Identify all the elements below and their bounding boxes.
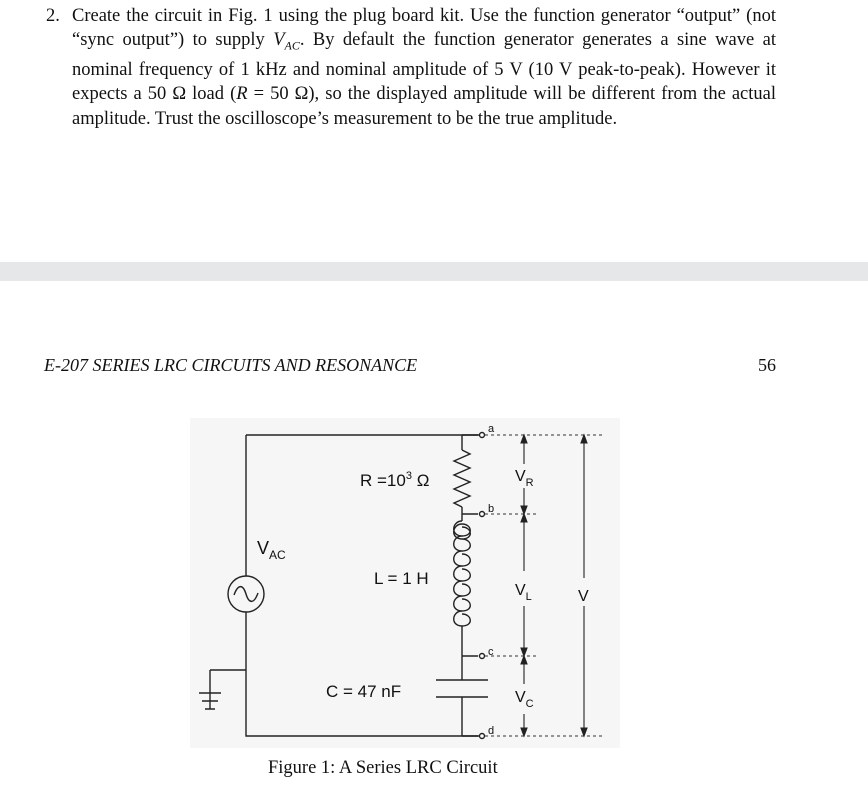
vr-label: $V_R$ [515, 468, 534, 489]
resistor-icon [454, 450, 470, 507]
ground-icon [199, 670, 246, 709]
problem-text-part-3: = 50 Ω), so the displayed amplitude will be different from the actual amplitude. Trust the oscilloscope’s measurement to be the true amplitude. [72, 84, 776, 129]
node-d-label: d [488, 725, 495, 737]
node-d-terminal [480, 734, 485, 739]
circuit-figure [190, 418, 620, 748]
vl-label: $V_L$ [515, 582, 532, 603]
figure-caption: Figure 1: A Series LRC Circuit [268, 758, 498, 778]
node-b-terminal [480, 512, 485, 517]
node-c-label: c [488, 646, 494, 658]
problem-text [72, 4, 776, 131]
vc-label: $V_C$ [515, 689, 534, 710]
node-c-terminal [480, 654, 485, 659]
chapter-title: E-207 SERIES LRC CIRCUITS AND RESONANCE [44, 355, 418, 375]
vac-symbol: $V_{AC}$ [273, 30, 300, 53]
capacitor-label: C = 47 nF [326, 682, 402, 701]
inductor-icon [454, 521, 471, 626]
r-symbol: R [236, 84, 248, 105]
page-separator [0, 262, 868, 281]
resistor-label: $R =10^3$ Ω [360, 470, 430, 490]
problem-text-part-2: . By default the function generator generates a sine wave at nominal frequency of 1 kHz and nominal amplitude of 5 V (10 V peak-to-peak). However it expects a 50 Ω load ( [72, 30, 776, 105]
circuit-diagram [190, 418, 620, 748]
vac-label: $V_{AC}$ [257, 538, 286, 562]
page-number: 56 [758, 355, 776, 375]
node-a-label: a [488, 423, 495, 435]
problem-2 [46, 4, 776, 131]
problem-text-part-1: Create the circuit in Fig. 1 using the plug board kit. Use the function generator “output” (not “sync output”) to supply [72, 6, 776, 51]
node-a-terminal [480, 433, 485, 438]
problem-number: 2. [46, 6, 60, 26]
sine-icon [234, 587, 258, 602]
capacitor-icon [436, 680, 488, 697]
node-b-label: b [488, 503, 495, 515]
v-total-label: V [578, 588, 589, 605]
inductor-label: L = 1 H [374, 569, 429, 588]
wire-left-lower [246, 612, 480, 736]
